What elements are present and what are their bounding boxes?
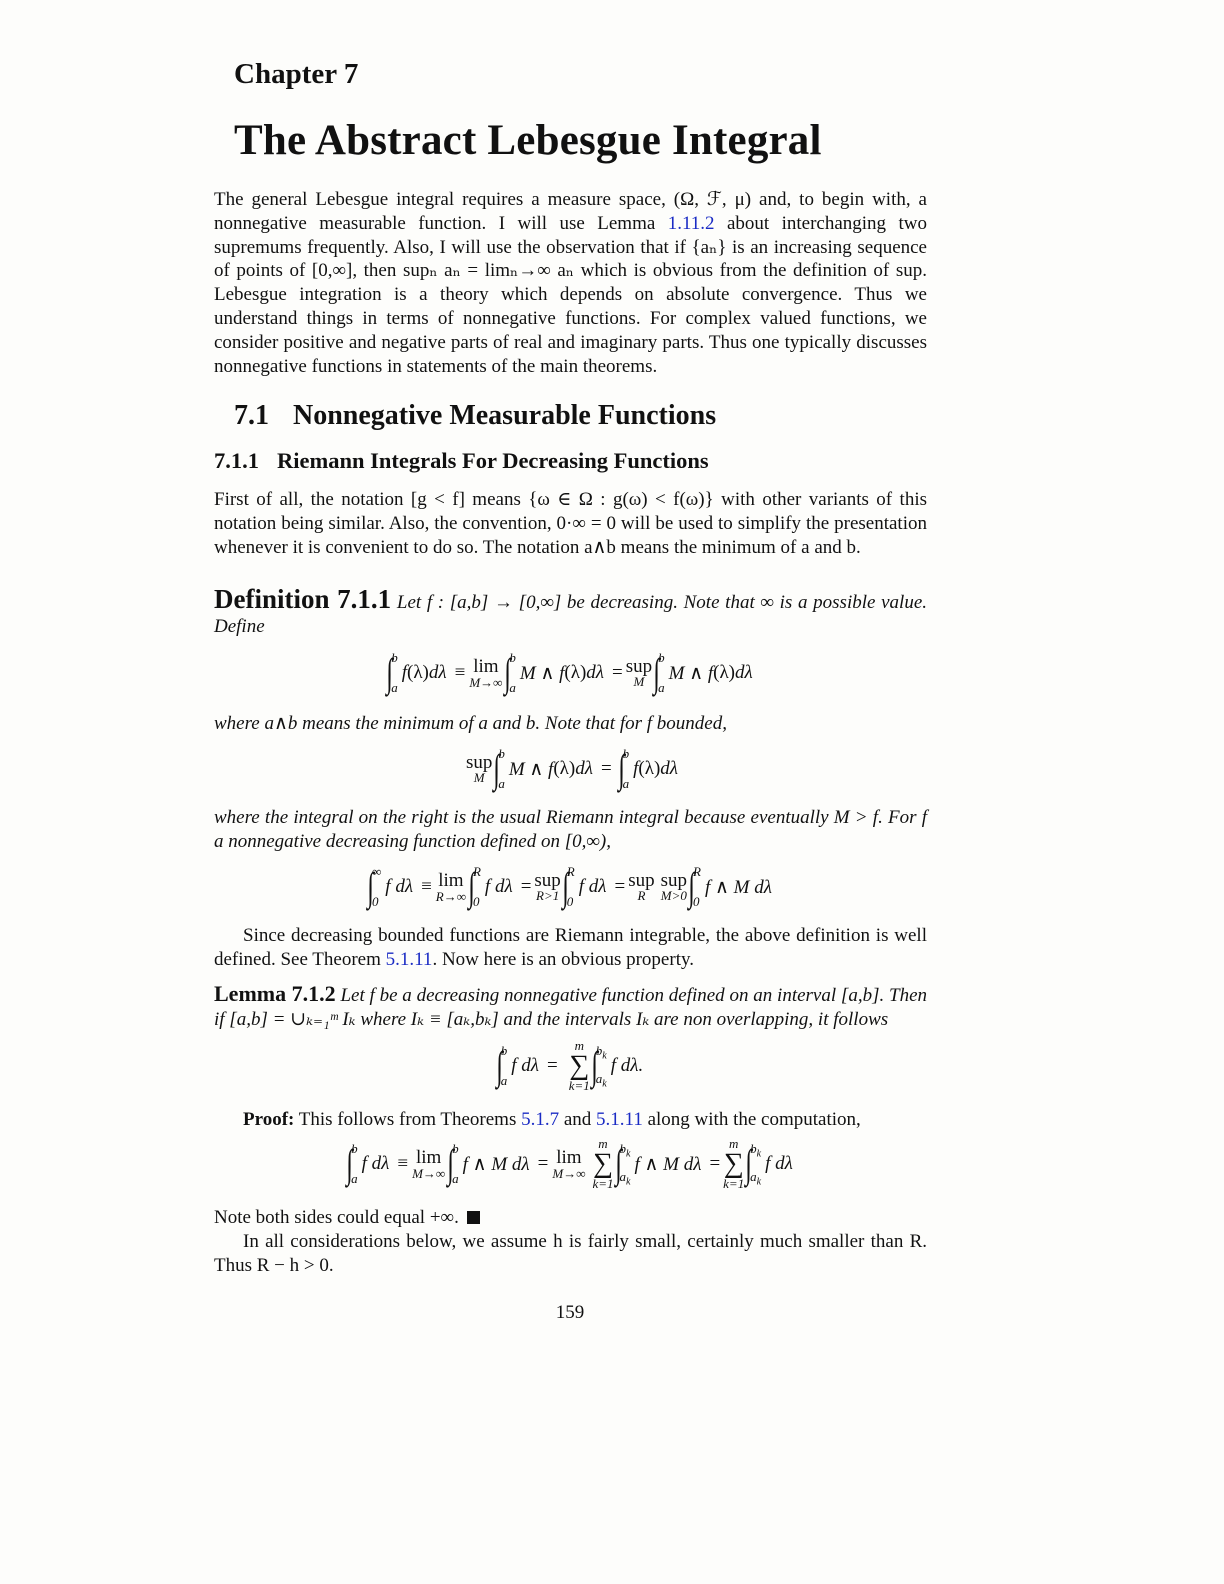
final-paragraph: In all considerations below, we assume h is fairly small, certainly much smaller than R. Thus R − h > 0. [214,1231,927,1276]
intro-paragraph: The general Lebesgue integral requires a measure space, (Ω, ℱ, μ) and, to begin with, a nonnegative measurable function. I will use Lemma 1.11.2 about interchanging two supremums frequently. Also, I will use the observation that if {aₙ} is an increasing sequence of points of [0,∞], then supₙ aₙ = limₙ→∞ aₙ which is obvious from the definition of sup. Lebesgue integration is a theory which depends on absolute convergence. Thus we understand things in terms of nonnegative functions. For complex valued functions, we consider positive and negative parts of real and imaginary parts. Thus one typically discusses nonnegative functions in statements of the main theorems. [214,189,927,377]
lemma-block [214,982,927,1032]
theorem-link-5-1-11-b[interactable]: 5.1.11 [596,1109,643,1130]
section-heading: 7.1 Nonnegative Measurable Functions [234,400,717,431]
qed-square-icon [467,1211,480,1224]
definition-label: Definition 7.1.1 [214,584,392,614]
theorem-link-5-1-7[interactable]: 5.1.7 [521,1109,560,1130]
riemann-paragraph: Since decreasing bounded functions are Riemann integrable, the above definition is well defined. See Theorem 5.1.11. Now here is an obvious property. [214,925,927,970]
lemma-text: Let f be a decreasing nonnegative function defined on an interval [a,b]. Then if [a,b] = ∪ₖ₌₁ᵐ Iₖ where Iₖ ≡ [aₖ,bₖ] and the intervals Iₖ are non overlapping, it follows [214,985,928,1030]
subsection-heading: 7.1.1 Riemann Integrals For Decreasing Functions [214,448,709,473]
equation-proof: ∫ b a f dλ ≡ lim M→∞ ∫ b a f ∧ M dλ = lim M→∞ m ∑ k=1 ∫ $b_k$ $a_k$ f ∧ M dλ = m ∑ k=1 ∫ $b_k$ $a_k$ f dλ [346,1136,793,1192]
lemma-label: Lemma 7.1.2 [214,981,336,1006]
lemma-link-1-11-2[interactable]: 1.11.2 [667,212,715,234]
definition-block [214,584,928,639]
equation-infinite: ∫ ∞ 0 f dλ ≡ lim R→∞ ∫ R 0 f dλ = sup R>1 ∫ R 0 f dλ = sup R sup M>0 ∫ R 0 f ∧ M dλ [367,864,772,909]
equation-lemma: ∫ b a f dλ = m ∑ k=1 ∫ $b_k$ $a_k$ f dλ. [495,1038,644,1094]
equation-definition: ∫ b a f (λ) dλ ≡ lim M→∞ ∫ b a M ∧ f (λ) dλ = sup M ∫ b a M ∧ f (λ) dλ [386,650,753,695]
proof-label: Proof: [243,1109,295,1130]
chapter-title: The Abstract Lebesgue Integral [234,117,822,164]
page-number: 159 [555,1302,585,1323]
notation-paragraph: First of all, the notation [g < f] means {ω ∈ Ω : g(ω) < f(ω)} with other variants of this notation being similar. Also, the convention, 0·∞ = 0 will be used to simplify the presentation whenever it is convenient to do so. The notation a∧b means the minimum of a and b. [214,489,927,558]
proof-paragraph: Proof: This follows from Theorems 5.1.7 and 5.1.11 along with the computation, [243,1109,861,1130]
chapter-label: Chapter 7 [234,58,359,90]
definition-text: Let f : [a,b] → [0,∞] be decreasing. Note that ∞ is a possible value. Define [214,592,928,637]
definition-continued-1: where a∧b means the minimum of a and b. Note that for f bounded, [214,713,727,734]
note-paragraph: Note both sides could equal +∞. [214,1206,927,1230]
theorem-link-5-1-11[interactable]: 5.1.11 [385,948,433,970]
definition-continued-2: where the integral on the right is the usual Riemann integral because eventually M > f. For f a nonnegative decreasing function defined on [0,∞), [214,807,927,852]
equation-bounded: sup M ∫ b a M ∧ f (λ) dλ = ∫ b a f (λ) dλ [465,746,679,791]
